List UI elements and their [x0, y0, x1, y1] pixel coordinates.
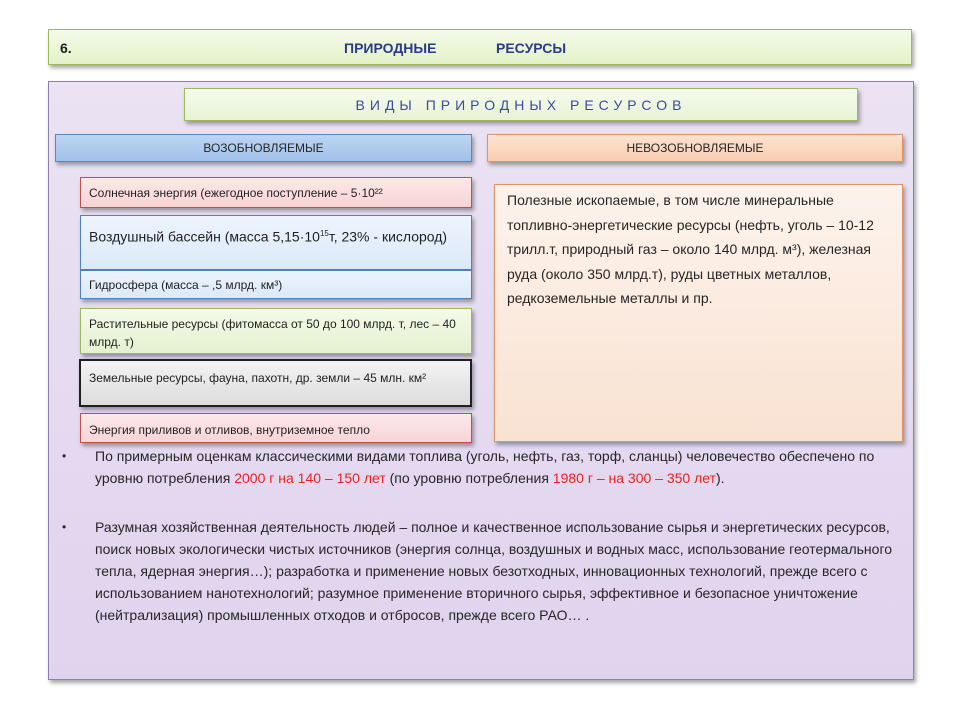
rational-activity-paragraph: Разумная хозяйственная деятельность людей – полное и качественное использование сырья и энергетических ресурсов, поиск новых экологически чистых источников (энергия солнца, воздушных и водных масс, использование геотермального тепла, ядерная энергия…); разработка и применение новых безотходных, инновационных технологий, прежде всего с использованием нанотехнологий; разумное применение вторичного сырья, эффективное и безопасное уничтожение (нейтрализация) промышленных отходов и отбросов, прежде всего РАО… .	[95, 519, 893, 623]
bullet1-text-1: По примерным оценкам классическими видами топлива (уголь, нефть, газ, торф, сланцы) человечество обеспечено по уровню потребления	[95, 448, 875, 486]
nonrenewable-header: НЕВОЗОБНОВЛЯЕМЫЕ	[487, 134, 903, 162]
bullet1-highlight-2000: 2000 г на 140 – 150 лет	[234, 470, 386, 486]
bullet1-highlight-1980: 1980 г – на 300 – 350 лет	[552, 470, 716, 486]
title-number: 6.	[60, 40, 72, 56]
hydrosphere-box: Гидросфера (масса – ,5 млрд. км³)	[80, 270, 472, 299]
title-word-2: РЕСУРСЫ	[496, 40, 567, 56]
bullet-marker: •	[62, 520, 67, 534]
air-text-pre: Воздушный бассейн (масса 5,15·10	[89, 228, 320, 245]
title-word-1: ПРИРОДНЫЕ	[344, 40, 437, 56]
title-bar	[48, 29, 912, 65]
plant-resources-box: Растительные ресурсы (фитомасса от 50 до 100 млрд. т, лес – 40 млрд. т)	[80, 308, 472, 354]
renewable-header: ВОЗОБНОВЛЯЕМЫЕ	[55, 134, 472, 162]
fuel-reserves-paragraph	[95, 445, 907, 489]
air-exponent: 15	[319, 229, 329, 238]
solar-energy-box: Солнечная энергия (ежегодное поступление – 5·10²²	[80, 177, 472, 208]
tidal-energy-box: Энергия приливов и отливов, внутриземное тепло	[80, 413, 472, 443]
air-basin-box	[80, 215, 472, 270]
resource-types-header: ВИДЫ ПРИРОДНЫХ РЕСУРСОВ	[184, 88, 858, 121]
land-resources-box: Земельные ресурсы, фауна, пахотн, др. земли – 45 млн. км²	[79, 359, 472, 407]
bullet-marker: •	[62, 449, 67, 463]
bullet1-text-2: (по уровню потребления	[385, 470, 553, 486]
minerals-box: Полезные ископаемые, в том числе минеральные топливно-энергетические ресурсы (нефть, уголь – 10-12 трилл.т, природный газ – около 140 млрд. м³), железная руда (около 350 млрд.т), руды цветных металлов, редкоземельные металлы и пр.	[494, 184, 903, 442]
air-text-post: т, 23% - кислород)	[328, 228, 448, 245]
bullet1-text-3: ).	[715, 470, 725, 486]
